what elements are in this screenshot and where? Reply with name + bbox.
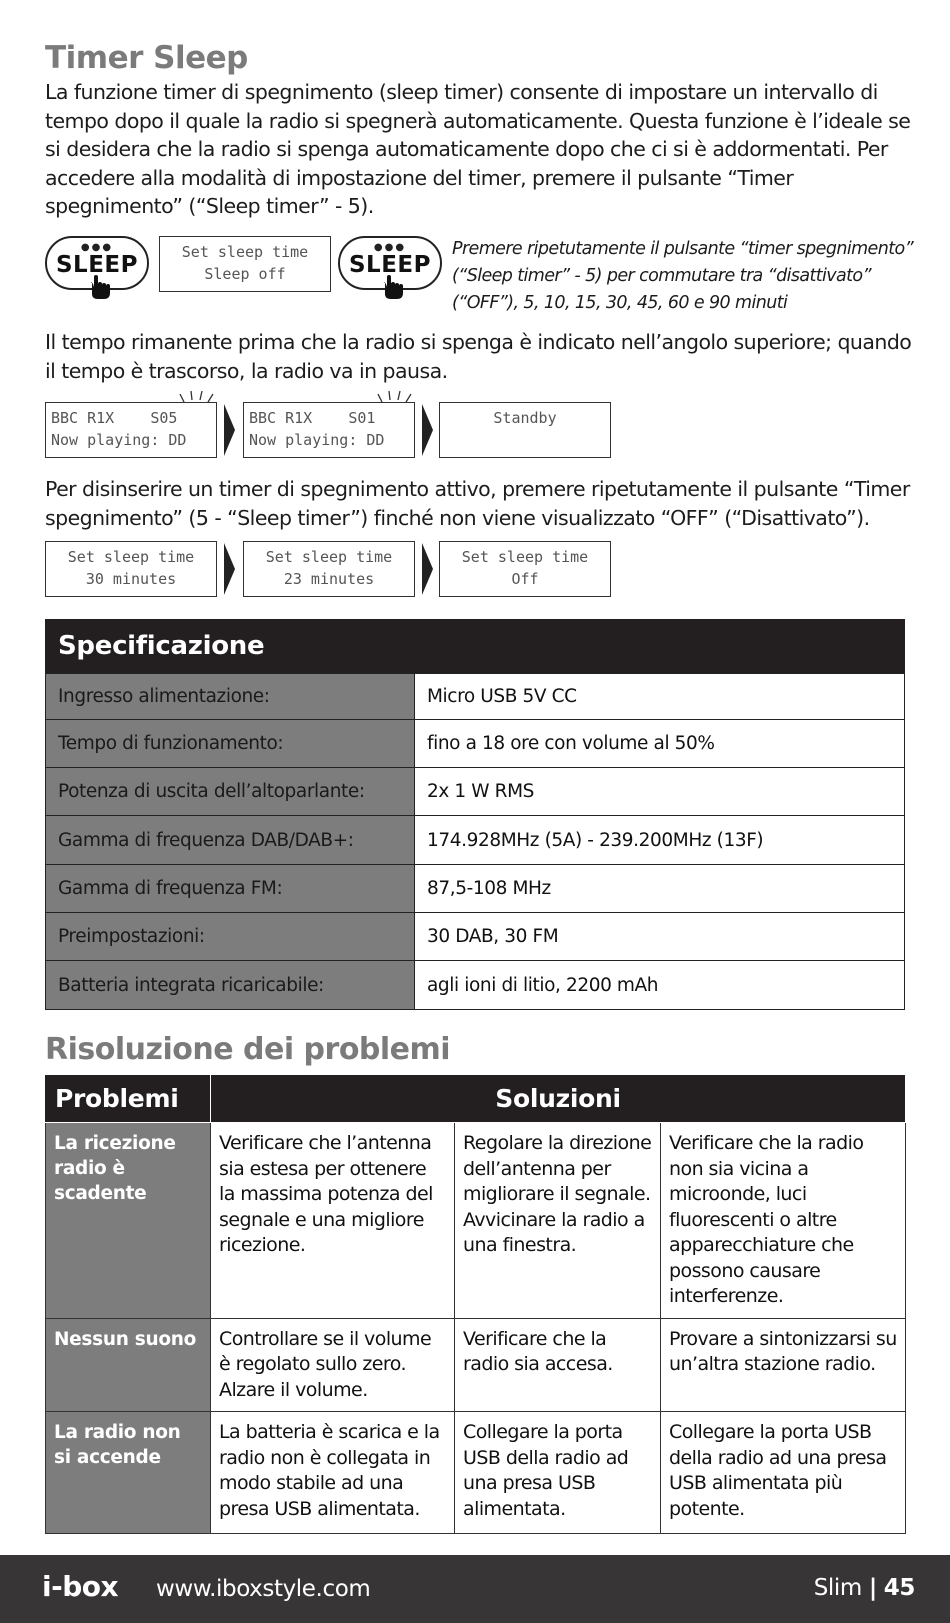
table-row: [46, 720, 905, 768]
page-number: 45: [883, 1575, 915, 1601]
display-disable-1: [45, 541, 217, 597]
solution-cell: Provare a sintonizzarsi su un’altra stazione radio.: [661, 1318, 906, 1412]
table-row: [46, 674, 905, 720]
display-line-1: BBC R1X S01: [249, 409, 376, 427]
display-line-2: Sleep off: [204, 265, 286, 283]
table-row: [46, 865, 905, 913]
timer-intro: La funzione timer di spegnimento (sleep timer) consente di impostare un intervallo di tempo dopo il quale la radio si spegnerà automaticamente. Questa funzione è l’ideale se si desidera che la radio si spenga automaticamente dopo che ci si è addormentati. Per accedere alla modalità di impostazione del timer, premere il pulsante “Timer spegnimento” (“Sleep timer” - 5).: [45, 80, 911, 218]
solution-cell: Collegare la porta USB della radio ad una presa USB alimentata più potente.: [661, 1412, 906, 1534]
spec-label: Preimpostazioni:: [46, 913, 415, 961]
sleep-note: Premere ripetutamente il pulsante “timer spegnimento” (“Sleep timer” - 5) per commutare tra “disattivato” (“OFF”), 5, 10, 15, 30, 45, 60 e 90 minuti: [452, 239, 914, 313]
table-row: [46, 913, 905, 961]
display-line-2: Now playing: DD: [51, 431, 187, 449]
table-row: [46, 1318, 906, 1412]
display-line-1: Set sleep time: [265, 548, 393, 566]
button-dots-icon: ●●●: [373, 242, 407, 253]
table-row: [46, 816, 905, 865]
problem-cell: Nessun suono: [46, 1318, 211, 1412]
table-row: [46, 768, 905, 816]
sleep-button-illustration: [338, 236, 442, 290]
solution-cell: Controllare se il volume è regolato sullo zero. Alzare il volume.: [211, 1318, 455, 1412]
arrow-right-icon: [422, 404, 433, 456]
spec-value: 174.928MHz (5A) - 239.200MHz (13F): [415, 816, 905, 865]
display-line-2: Off: [511, 570, 539, 588]
timer-remaining-text: Il tempo rimanente prima che la radio si spenga è indicato nell’angolo superiore; quando il tempo è trascorso, la radio va in pausa.: [45, 330, 912, 383]
spec-value: 2x 1 W RMS: [415, 768, 905, 816]
footer-separator: |: [868, 1575, 877, 1601]
sleep-button-label: SLEEP: [55, 252, 138, 278]
spec-value: 87,5-108 MHz: [415, 865, 905, 913]
spec-title: Specificazione: [45, 619, 905, 673]
model-name: Slim: [813, 1575, 862, 1601]
display-disable-2: [243, 541, 415, 597]
arrow-right-icon: [224, 404, 235, 456]
display-line-1: Set sleep time: [461, 548, 589, 566]
footer-page-info: [814, 1575, 915, 1601]
spec-value: fino a 18 ore con volume al 50%: [415, 720, 905, 768]
header-solutions: Soluzioni: [211, 1075, 906, 1123]
sleep-button-illustration: [45, 236, 149, 290]
brand-logo: i-box: [42, 1570, 119, 1603]
table-row: [46, 1123, 906, 1319]
solution-cell: Collegare la porta USB della radio ad una presa USB alimentata.: [455, 1412, 661, 1534]
arrow-right-icon: [224, 543, 235, 595]
display-line-2: Now playing: DD: [249, 431, 385, 449]
spec-value: agli ioni di litio, 2200 mAh: [415, 961, 905, 1010]
arrow-right-icon: [422, 543, 433, 595]
timer-disable-text: Per disinserire un timer di spegnimento attivo, premere ripetutamente il pulsante “Timer spegnimento” (5 - “Sleep timer”) finché non viene visualizzato “OFF” (“Disattivato”).: [45, 477, 910, 530]
spec-label: Gamma di frequenza DAB/DAB+:: [46, 816, 415, 865]
display-line-1: Set sleep time: [181, 243, 309, 261]
button-dots-icon: ●●●: [80, 242, 114, 253]
display-line-1: Standby: [493, 409, 557, 427]
spec-label: Batteria integrata ricaricabile:: [46, 961, 415, 1010]
solution-cell: La batteria è scarica e la radio non è collegata in modo stabile ad una presa USB alimentata.: [211, 1412, 455, 1534]
display-line-2: 30 minutes: [85, 570, 177, 588]
problem-cell: La ricezione radio è scadente: [46, 1123, 211, 1319]
display-set-sleep-off: [159, 236, 331, 292]
spec-label: Potenza di uscita dell’altoparlante:: [46, 768, 415, 816]
solution-cell: Regolare la direzione dell’antenna per migliorare il segnale. Avvicinare la radio a una finestra.: [455, 1123, 661, 1319]
display-line-2: 23 minutes: [283, 570, 375, 588]
spec-label: Ingresso alimentazione:: [46, 674, 415, 720]
display-line-1: BBC R1X S05: [51, 409, 178, 427]
footer-url[interactable]: www.iboxstyle.com: [156, 1576, 371, 1602]
display-standby: [439, 402, 611, 458]
page-footer: [0, 1555, 950, 1623]
solution-cell: Verificare che l’antenna sia estesa per ottenere la massima potenza del segnale e una migliore ricezione.: [211, 1123, 455, 1319]
display-line-1: Set sleep time: [67, 548, 195, 566]
display-disable-3: [439, 541, 611, 597]
spec-table: [45, 673, 905, 1010]
table-row: [46, 1412, 906, 1534]
hand-press-icon: [380, 274, 406, 300]
solution-cell: Verificare che la radio sia accesa.: [455, 1318, 661, 1412]
solution-cell: Verificare che la radio non sia vicina a microonde, luci fluorescenti o altre apparecchiature che possono causare interferenze.: [661, 1123, 906, 1319]
hand-press-icon: [87, 274, 113, 300]
sleep-button-label: SLEEP: [348, 252, 431, 278]
display-countdown-2: [243, 402, 415, 458]
header-problems: Problemi: [46, 1075, 211, 1123]
spec-label: Tempo di funzionamento:: [46, 720, 415, 768]
display-countdown-1: [45, 402, 217, 458]
problem-cell: La radio non si accende: [46, 1412, 211, 1534]
spec-label: Gamma di frequenza FM:: [46, 865, 415, 913]
section-title-troubleshooting: Risoluzione dei problemi: [45, 1032, 451, 1067]
spec-value: 30 DAB, 30 FM: [415, 913, 905, 961]
table-header-row: [46, 1075, 906, 1123]
section-title-timer: Timer Sleep: [45, 40, 248, 76]
troubleshooting-table: [45, 1074, 906, 1534]
table-row: [46, 961, 905, 1010]
spec-value: Micro USB 5V CC: [415, 674, 905, 720]
